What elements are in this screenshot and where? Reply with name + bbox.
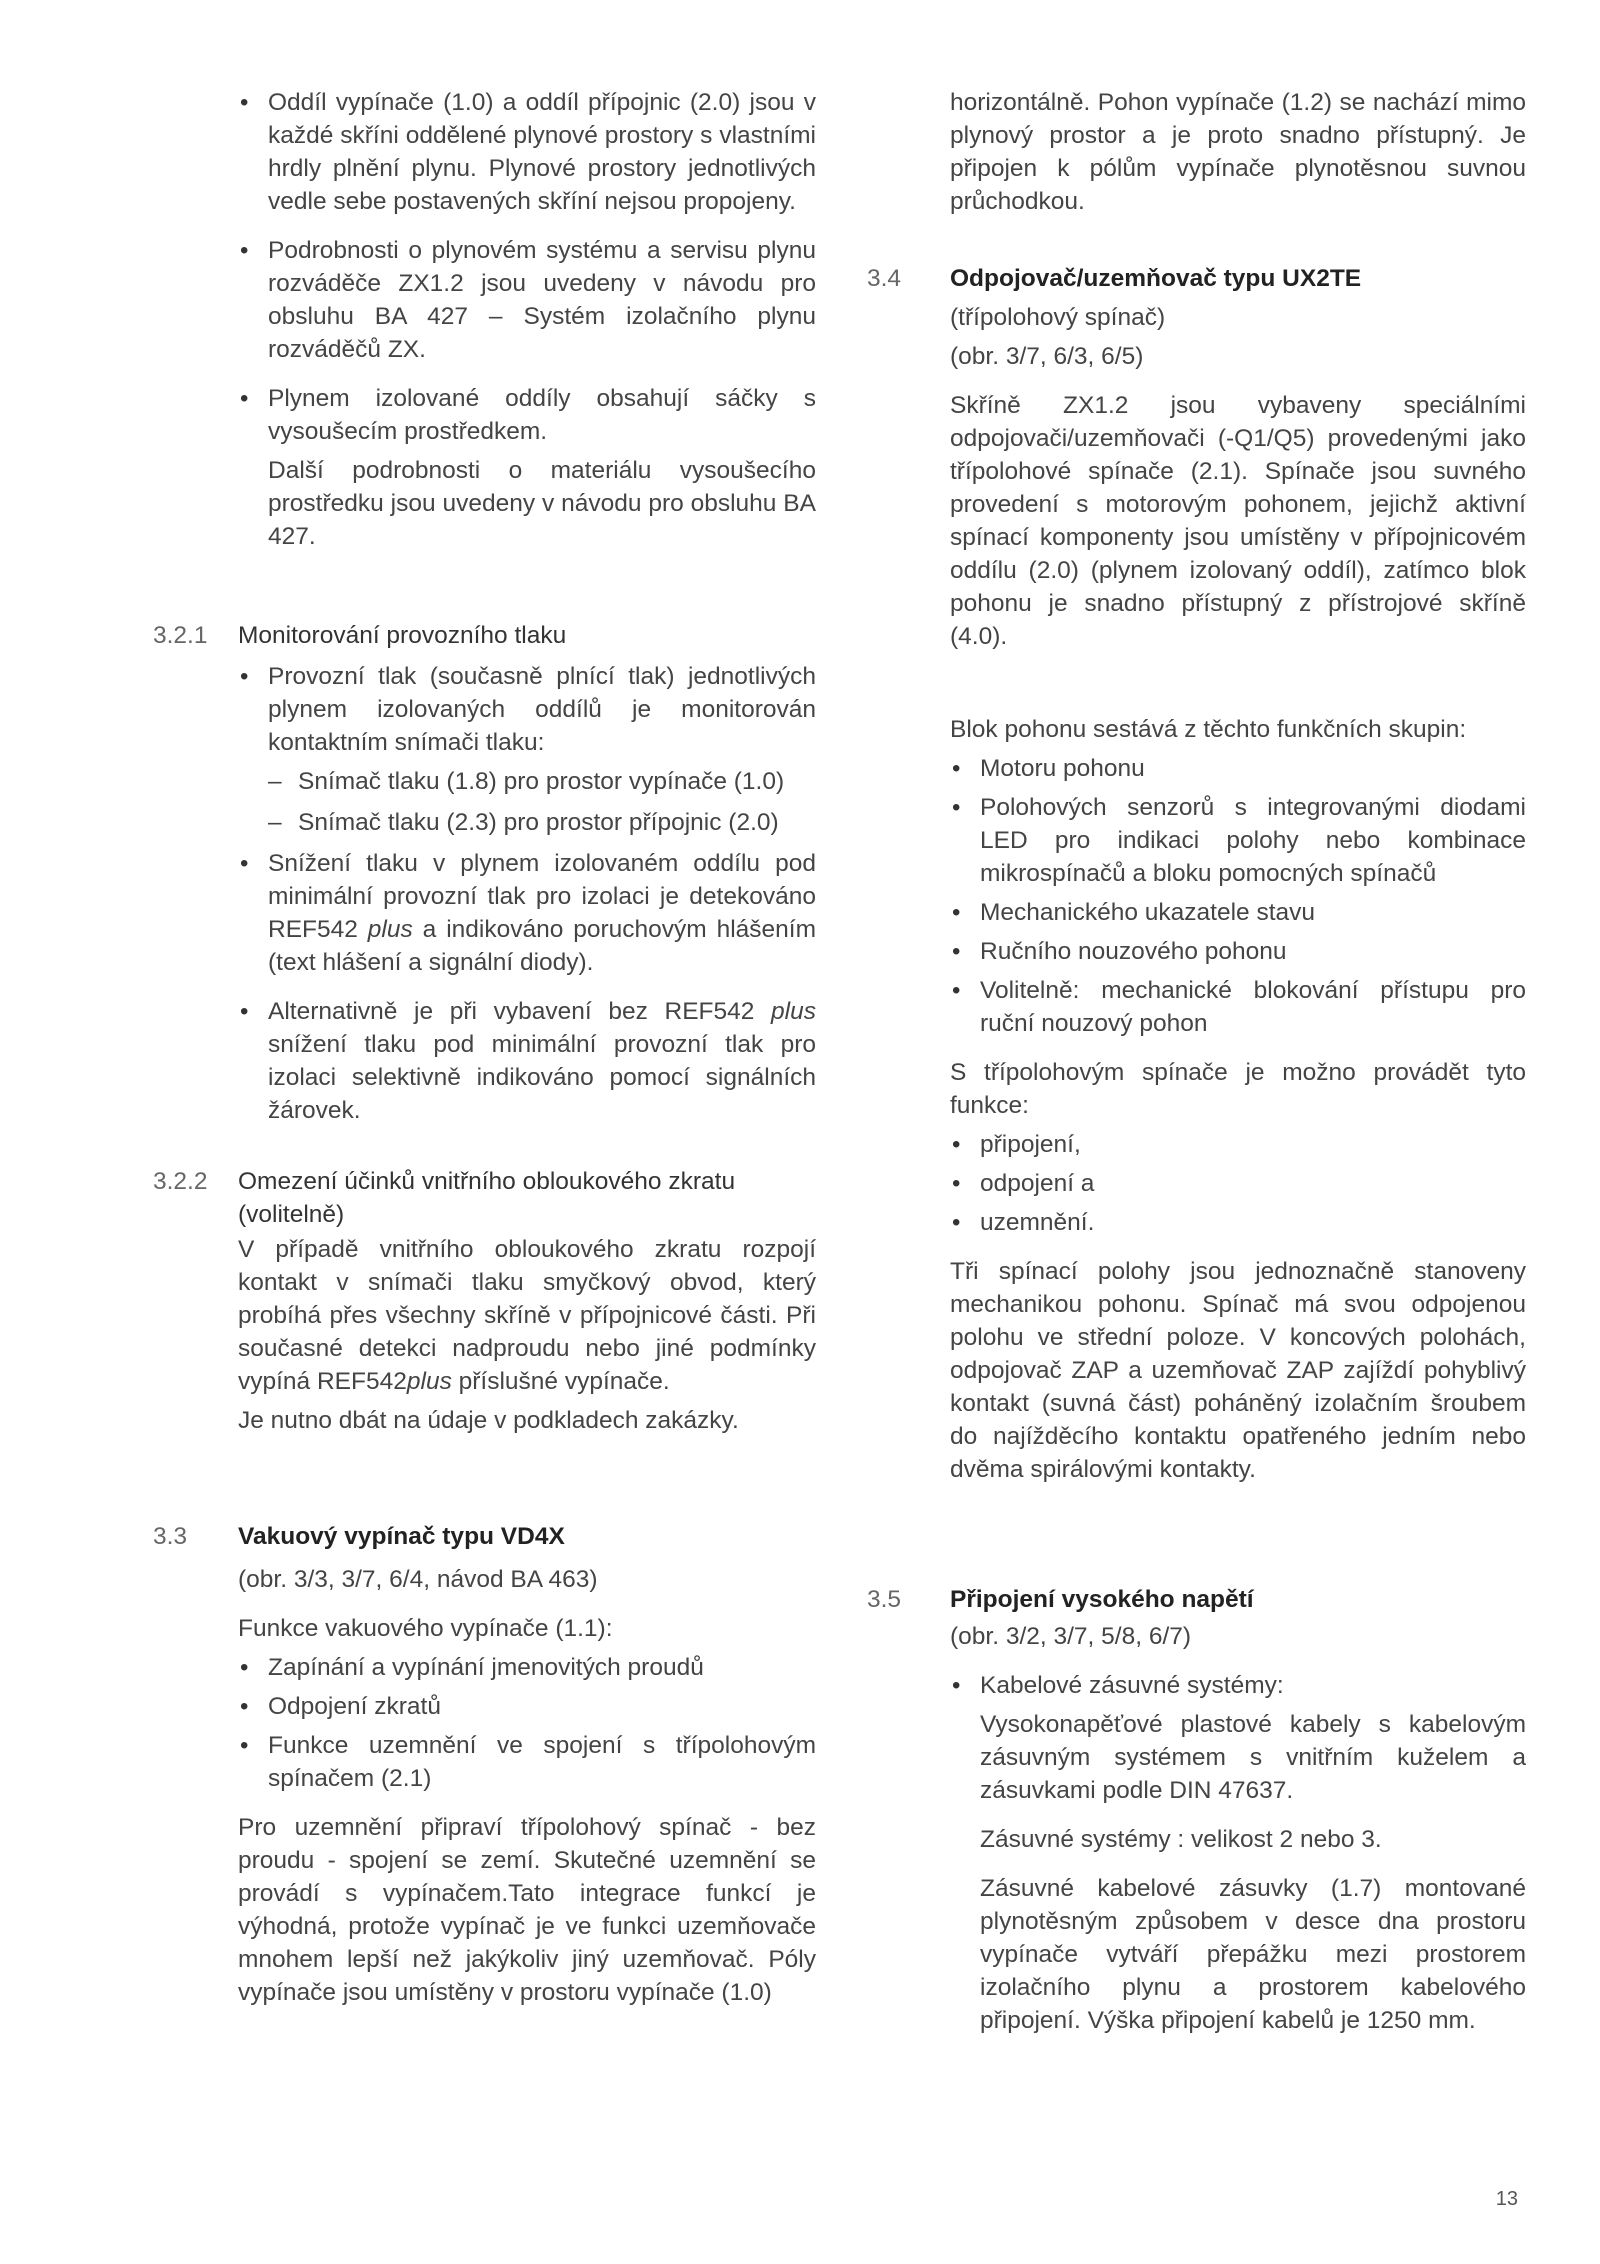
list-item: • Ručního nouzového pohonu: [950, 935, 1526, 968]
section-heading: Omezení účinků vnitřního obloukového zkratu (volitelně): [238, 1168, 736, 1228]
paragraph: Blok pohonu sestává z těchto funkčních skupin:: [950, 716, 1467, 743]
text: a indikováno poruchovým hlášením (text hlášení a signální diody).: [268, 916, 817, 976]
list-item: • připojení,: [950, 1128, 1526, 1161]
section-number: 3.2.1: [153, 622, 208, 649]
page-number: 13: [1495, 2188, 1518, 2210]
list-item: [238, 660, 816, 839]
paragraph: Skříně ZX1.2 jsou vybaveny speciálními odpojovači/uzemňovači (-Q1/Q5) provedenými jako třípolohové spínače (2.1). Spínače jsou suvného provedení s motorovým pohonem, jejichž aktivní spínací komponenty jsou umístěny v přípojnicovém oddílu (2.0) (plynem izolovaný oddíl), zatímco blok pohonu je snadno přístupný z přístrojové skříně (4.0).: [950, 392, 1526, 650]
subtitle: (třípolohový spínač): [950, 304, 1166, 331]
reference: (obr. 3/3, 3/7, 6/4, návod BA 463): [238, 1566, 598, 1593]
section-3-4: [950, 262, 1526, 1502]
text-italic: plus: [771, 998, 816, 1025]
text-italic: plus: [406, 1368, 452, 1395]
section-number: 3.4: [867, 265, 902, 292]
text-italic: plus: [367, 916, 413, 943]
section-heading: Vakuový vypínač typu VD4X: [238, 1523, 565, 1550]
reference: (obr. 3/2, 3/7, 5/8, 6/7): [950, 1623, 1192, 1650]
paragraph: Funkce vakuového vypínače (1.1):: [238, 1615, 613, 1642]
list-item: • Motoru pohonu: [950, 752, 1526, 785]
list-item: • Podrobnosti o plynovém systému a servisu plynu rozváděče ZX1.2 jsou uvedeny v návodu pro obsluhu BA 427 – Systém izolačního plynu rozváděčů ZX.: [238, 234, 816, 366]
section-3-3: [238, 1520, 816, 2025]
paragraph: [238, 1233, 816, 1398]
list-item: • Oddíl vypínače (1.0) a oddíl přípojnic (2.0) jsou v každé skříni oddělené plynové prostory s vlastními hrdly plnění plynu. Plynové prostory jednotlivých vedle sebe postavených skříní nejsou propojeny.: [238, 86, 816, 218]
text: Snížení tlaku v plynem izolovaném oddílu pod minimální provozní tlak pro izolaci je detekováno REF542: [268, 850, 816, 943]
section-3-5: [950, 1583, 1526, 2053]
section-heading: Monitorování provozního tlaku: [238, 622, 567, 649]
paragraph: Zásuvné systémy : velikost 2 nebo 3.: [980, 1826, 1382, 1853]
paragraph: Další podrobnosti o materiálu vysoušecího prostředku jsou uvedeny v návodu pro obsluhu BA 427.: [268, 457, 816, 550]
paragraph: Pro uzemnění připraví třípolohový spínač - bez proudu - spojení se zemí. Skutečné uzemnění se provádí s vypínačem.Tato integrace funkcí je výhodná, protože vypínač je ve funkci uzemňovače mnohem lepší než jakýkoliv jiný uzemňovač. Póly vypínače jsou umístěny v prostoru vypínače (1.0): [238, 1814, 816, 2006]
text: V případě vnitřního obloukového zkratu rozpojí kontakt v snímači tlaku smyčkový obvod, který probíhá přes všechny skříně v přípojnicové části. Při současné detekci nadproudu nebo jiné podmínky vypíná REF542: [238, 1236, 816, 1395]
section-heading: Odpojovač/uzemňovač typu UX2TE: [950, 265, 1362, 292]
text: Alternativně je při vybavení bez REF542: [268, 998, 772, 1025]
list-item: • Odpojení zkratů: [238, 1690, 816, 1723]
continuation-block: [950, 86, 1526, 234]
indented-block: [950, 1708, 1526, 2037]
dash-item: – Snímač tlaku (2.3) pro prostor přípojnic (2.0): [268, 806, 816, 839]
list-item: • Kabelové zásuvné systémy:: [950, 1669, 1526, 1702]
dash-item: – Snímač tlaku (1.8) pro prostor vypínače (1.0): [268, 765, 816, 798]
section-number: 3.5: [867, 1586, 902, 1613]
paragraph: Zásuvné kabelové zásuvky (1.7) montované plynotěsným způsobem v desce dna prostoru vypínače vytváří přepážku mezi prostorem izolačního plynu a prostorem kabelového připojení. Výška připojení kabelů je 1250 mm.: [980, 1875, 1526, 2034]
list-item: [238, 995, 816, 1127]
list-item: • Zapínání a vypínání jmenovitých proudů: [238, 1651, 816, 1684]
list-item: [238, 847, 816, 979]
list-item: • Funkce uzemnění ve spojení s třípolohovým spínačem (2.1): [238, 1729, 816, 1795]
dash-list: [268, 765, 816, 839]
text: příslušné vypínače.: [451, 1368, 670, 1395]
section-3-2-2: [238, 1165, 816, 1453]
paragraph: Vysokonapěťové plastové kabely s kabelovým zásuvným systémem s vnitřním kuželem a zásuvkami podle DIN 47637.: [980, 1711, 1526, 1804]
list-item: • uzemnění.: [950, 1206, 1526, 1239]
list-item: • Mechanického ukazatele stavu: [950, 896, 1526, 929]
section-heading: Připojení vysokého napětí: [950, 1586, 1254, 1613]
section-3-2-1: [238, 619, 816, 1143]
list-item: • Polohových senzorů s integrovanými diodami LED pro indikaci polohy nebo kombinace mikrospínačů a bloku pomocných spínačů: [950, 791, 1526, 890]
list-item-text: Provozní tlak (současně plnící tlak) jednotlivých plynem izolovaných oddílů je monitorován kontaktním snímači tlaku:: [268, 663, 816, 756]
paragraph: horizontálně. Pohon vypínače (1.2) se nachází mimo plynový prostor a je proto snadno přístupný. Je připojen k pólům vypínače plynotěsnou suvnou průchodkou.: [950, 89, 1526, 215]
section-number: 3.2.2: [153, 1168, 208, 1195]
list-item: • odpojení a: [950, 1167, 1526, 1200]
section-number: 3.3: [153, 1523, 188, 1550]
list-item: • Volitelně: mechanické blokování přístupu pro ruční nouzový pohon: [950, 974, 1526, 1040]
intro-bullets: [238, 86, 816, 569]
reference: (obr. 3/7, 6/3, 6/5): [950, 343, 1144, 370]
paragraph: S třípolohovým spínače je možno provádět tyto funkce:: [950, 1059, 1526, 1119]
text: snížení tlaku pod minimální provozní tlak pro izolaci selektivně indikováno pomocí signálních žárovek.: [268, 1031, 816, 1124]
list-item: • Plynem izolované oddíly obsahují sáčky s vysoušecím prostředkem.: [238, 382, 816, 448]
paragraph: Tři spínací polohy jsou jednoznačně stanoveny mechanikou pohonu. Spínač má svou odpojenou polohu ve střední poloze. V koncových polohách, odpojovač ZAP a uzemňovač ZAP zajíždí pohyblivý kontakt (suvná část) poháněný izolačním šroubem do najížděcího kontaktu opatřeného jedním nebo dvěma spirálovými kontakty.: [950, 1258, 1526, 1483]
paragraph: Je nutno dbát na údaje v podkladech zakázky.: [238, 1407, 739, 1434]
